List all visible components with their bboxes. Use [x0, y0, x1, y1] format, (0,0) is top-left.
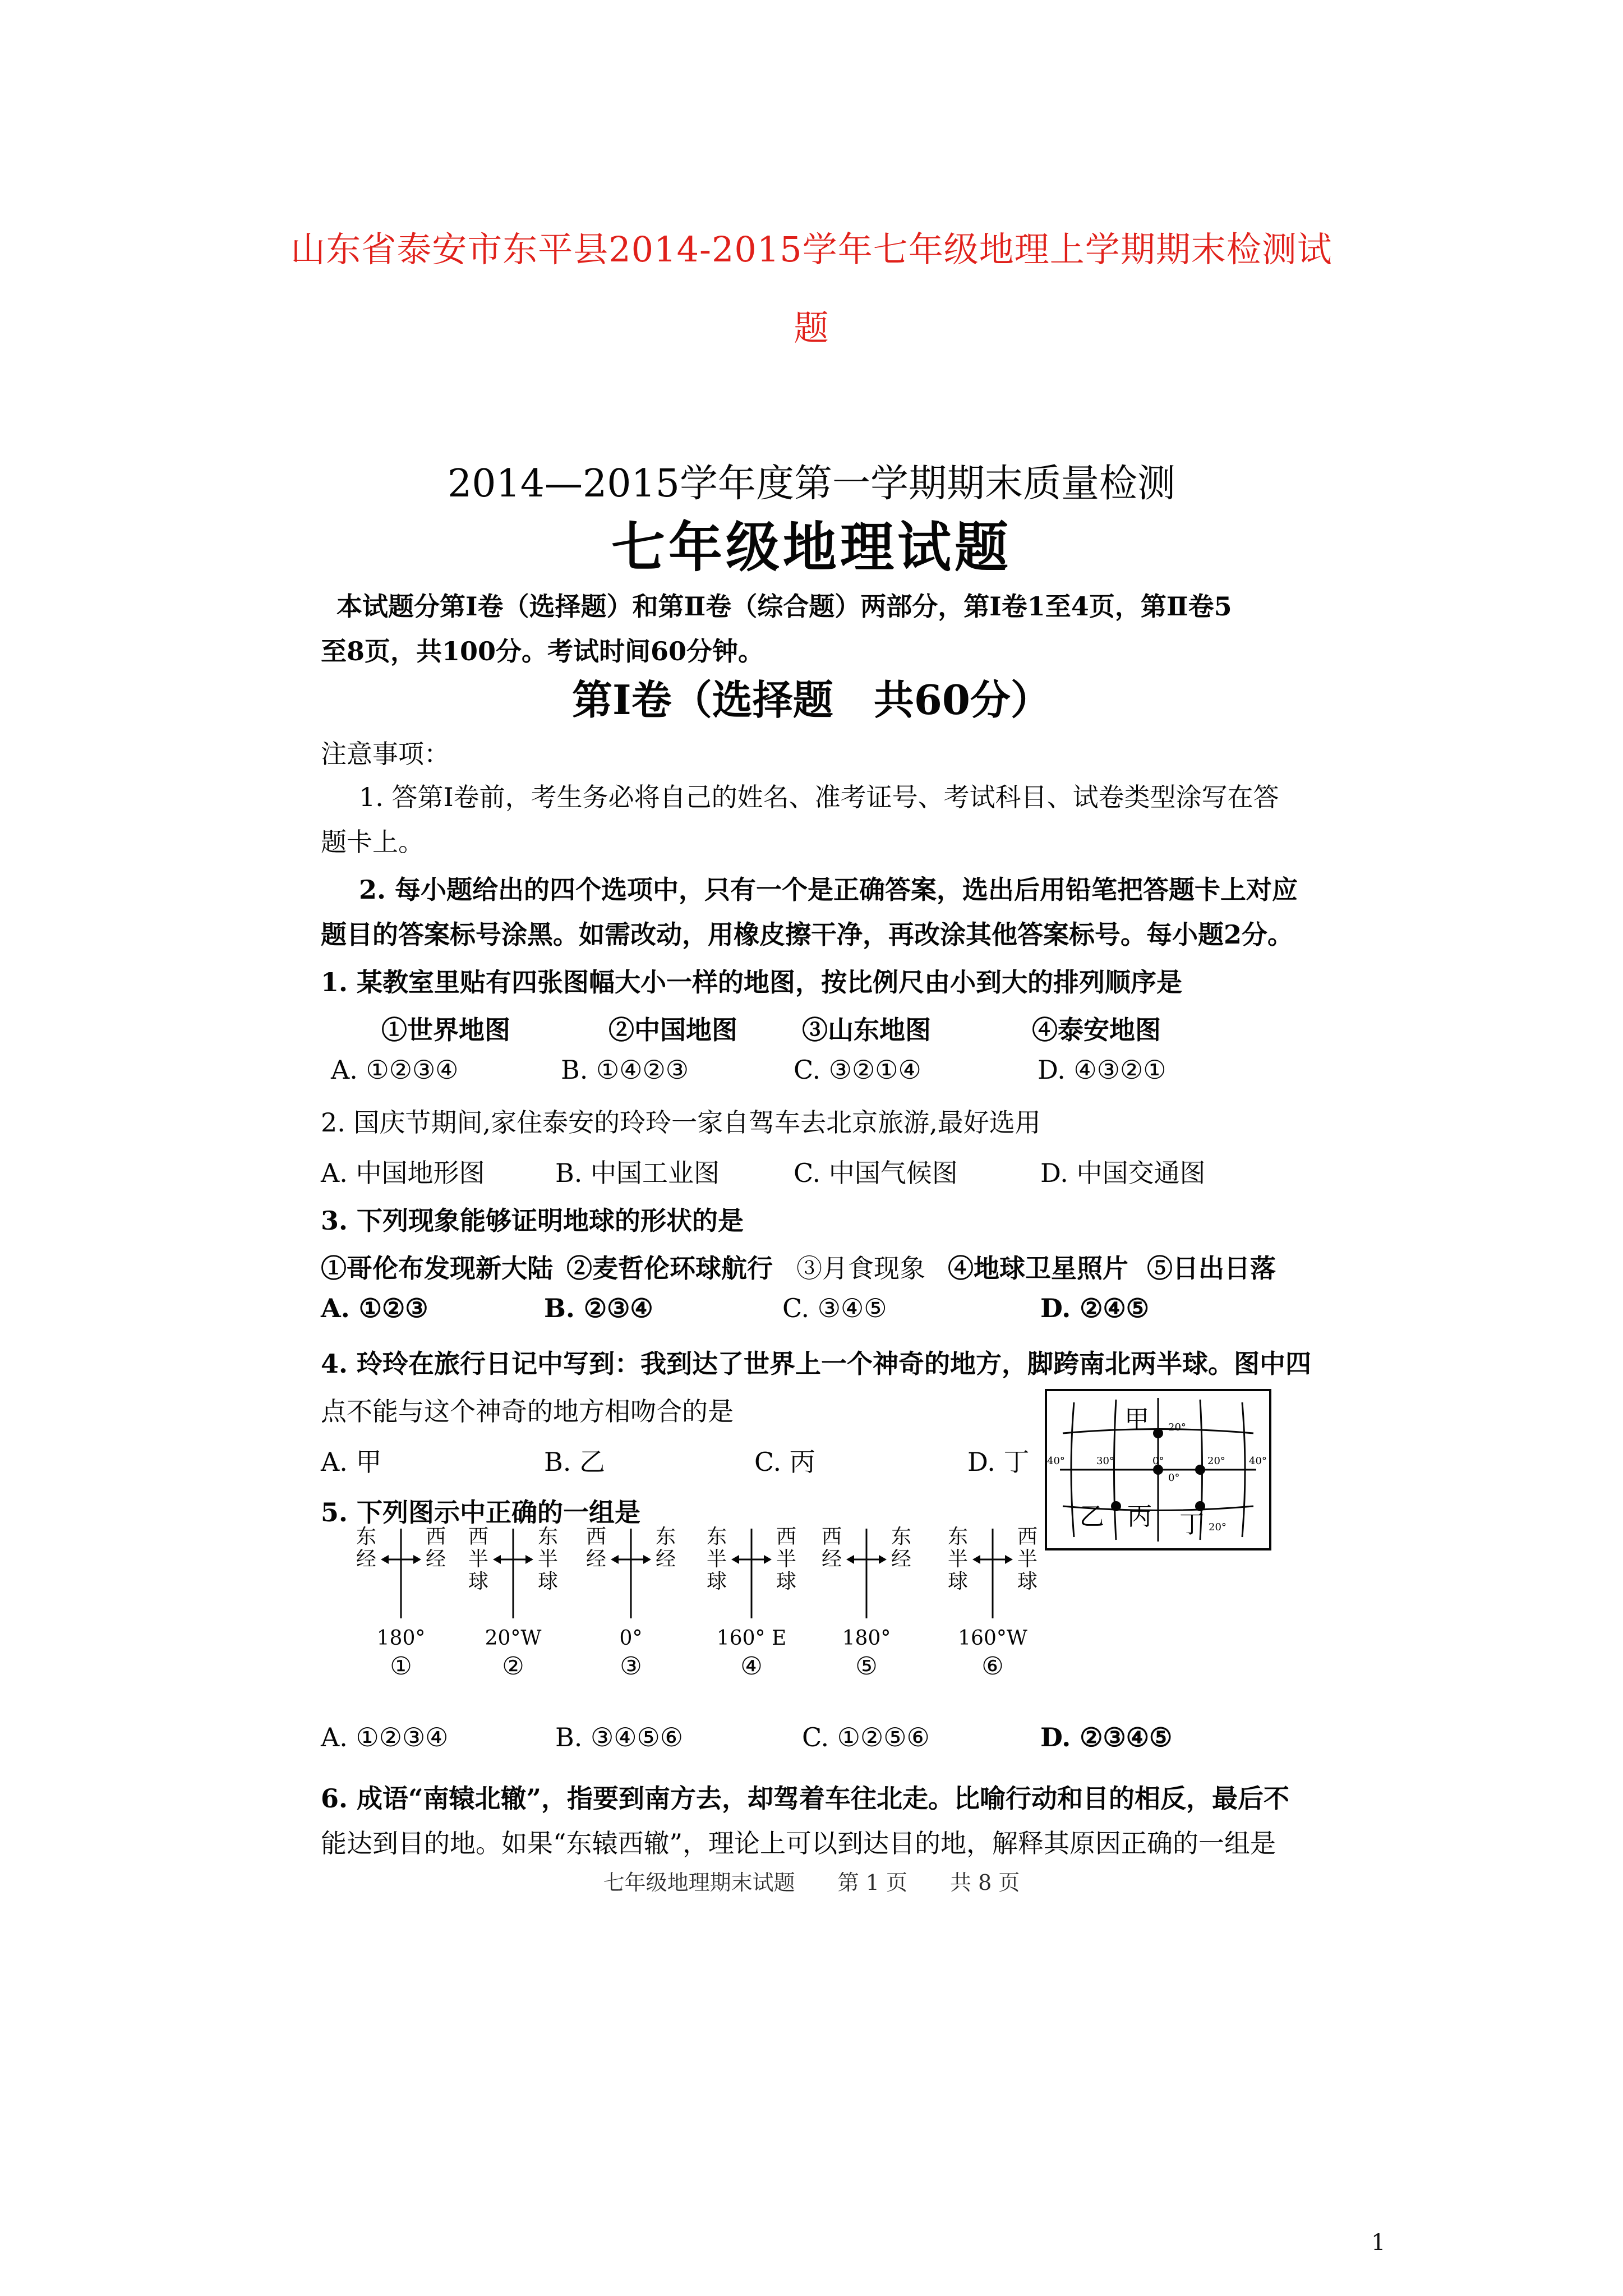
- meridian-arrow-icon: [729, 1526, 774, 1621]
- q5-figure: [822, 1526, 934, 1694]
- exam-title: 七年级地理试题: [611, 516, 1012, 579]
- q5-figure: [586, 1526, 698, 1694]
- q3-item: ①哥伦布发现新大陆: [321, 1253, 553, 1283]
- q4-graticule-map: [1040, 1386, 1276, 1554]
- left-label: 东经: [356, 1525, 377, 1571]
- q4-option-c: C. 丙: [754, 1447, 815, 1477]
- q4-option-a: A. 甲: [321, 1447, 382, 1477]
- meridian-arrow-icon: [844, 1526, 889, 1621]
- q5-stem: 5. 下列图示中正确的一组是: [321, 1497, 641, 1527]
- q3-item: ③月食现象: [796, 1253, 925, 1283]
- document-title-line2: 题: [794, 307, 829, 348]
- notice1-line2: 题卡上。: [321, 827, 424, 857]
- lon-label: 30°: [1096, 1455, 1114, 1467]
- q2-option-d: D. 中国交通图: [1040, 1158, 1206, 1188]
- figure-number: ①: [390, 1652, 412, 1681]
- notice1-line1: 1. 答第Ⅰ卷前，考生务必将自己的姓名、准考证号、考试科目、试卷类型涂写在答: [359, 782, 1279, 812]
- meridian-arrow-icon: [970, 1526, 1015, 1621]
- q1-item: ①世界地图: [381, 1015, 510, 1045]
- q3-stem: 3. 下列现象能够证明地球的形状的是: [321, 1205, 744, 1236]
- figure-number: ⑥: [981, 1652, 1004, 1681]
- q1-option-c: C. ③②①④: [794, 1055, 921, 1085]
- q5-option-b: B. ③④⑤⑥: [555, 1722, 684, 1752]
- q2-option-c: C. 中国气候图: [794, 1158, 958, 1188]
- figure-number: ⑤: [855, 1652, 878, 1681]
- lon-label: 40°: [1249, 1455, 1267, 1467]
- q3-item: ②麦哲伦环球航行: [566, 1253, 773, 1283]
- q5-option-d: D. ②③④⑤: [1040, 1722, 1173, 1752]
- q5-figure: [707, 1526, 819, 1694]
- figure-number: ④: [740, 1652, 763, 1681]
- q4-option-b: B. 乙: [544, 1447, 606, 1477]
- q5-figure: [468, 1526, 580, 1694]
- q4-stem-line1: 4. 玲玲在旅行日记中写到：我到达了世界上一个神奇的地方，脚跨南北两半球。图中四: [321, 1349, 1312, 1379]
- lat-label: 20°: [1168, 1421, 1186, 1433]
- figure-number: ③: [620, 1652, 642, 1681]
- q3-option-b: B. ②③④: [544, 1293, 653, 1323]
- q1-item: ③山东地图: [802, 1015, 931, 1045]
- figure-number: ②: [502, 1652, 524, 1681]
- meridian-arrow-icon: [491, 1526, 536, 1621]
- q1-stem: 1. 某教室里贴有四张图幅大小一样的地图，按比例尺由小到大的排列顺序是: [321, 967, 1183, 997]
- left-label: 西经: [822, 1525, 842, 1571]
- q2-stem: 2. 国庆节期间,家住泰安的玲玲一家自驾车去北京旅游,最好选用: [321, 1107, 1041, 1138]
- q5-figure: [356, 1526, 468, 1694]
- q1-item: ④泰安地图: [1032, 1015, 1161, 1045]
- notice2-line1: 2. 每小题给出的四个选项中，只有一个是正确答案，选出后用铅笔把答题卡上对应: [359, 875, 1298, 905]
- map-label-bing: 丙: [1127, 1502, 1152, 1531]
- right-label: 东半球: [538, 1525, 559, 1593]
- exam-page-footer: 七年级地理期末试题 第 1 页 共 8 页: [603, 1870, 1020, 1895]
- longitude-label: 160° E: [716, 1627, 787, 1650]
- q3-option-d: D. ②④⑤: [1040, 1293, 1149, 1323]
- right-label: 西半球: [776, 1525, 797, 1593]
- document-title-line1: 山东省泰安市东平县2014-2015学年七年级地理上学期期末检测试: [291, 229, 1332, 270]
- q3-item: ④地球卫星照片: [948, 1253, 1128, 1283]
- meridian-arrow-icon: [379, 1526, 423, 1621]
- longitude-label: 180°: [376, 1627, 426, 1650]
- q4-stem-line2: 点不能与这个神奇的地方相吻合的是: [321, 1396, 734, 1427]
- lat-label: 20°: [1209, 1521, 1227, 1533]
- q2-option-b: B. 中国工业图: [555, 1158, 720, 1188]
- notice2-line2: 题目的答案标号涂黑。如需改动，用橡皮擦干净，再改涂其他答案标号。每小题2分。: [321, 919, 1294, 950]
- intro-line1: 本试题分第Ⅰ卷（选择题）和第Ⅱ卷（综合题）两部分，第Ⅰ卷1至4页，第Ⅱ卷5: [336, 591, 1232, 622]
- left-label: 东半球: [948, 1525, 969, 1593]
- longitude-label: 20°W: [485, 1627, 542, 1650]
- map-label-jia: 甲: [1124, 1405, 1149, 1434]
- meridian-arrow-icon: [608, 1526, 653, 1621]
- q6-stem-line1: 6. 成语“南辕北辙”，指要到南方去，却驾着车往北走。比喻行动和目的相反，最后不: [321, 1783, 1289, 1814]
- q4-option-d: D. 丁: [967, 1447, 1030, 1477]
- right-label: 西经: [426, 1525, 446, 1571]
- q5-option-c: C. ①②⑤⑥: [802, 1722, 930, 1752]
- q3-item: ⑤日出日落: [1147, 1253, 1276, 1283]
- lon-label: 40°: [1047, 1455, 1065, 1467]
- map-label-yi: 乙: [1080, 1502, 1104, 1531]
- right-label: 东经: [656, 1525, 676, 1571]
- q1-option-a: A. ①②③④: [331, 1055, 459, 1085]
- section-heading: 第Ⅰ卷（选择题 共60分）: [572, 676, 1051, 724]
- q3-option-a: A. ①②③: [321, 1293, 428, 1323]
- left-label: 西经: [586, 1525, 607, 1571]
- q1-option-d: D. ④③②①: [1038, 1055, 1166, 1085]
- map-label-ding: 丁: [1179, 1510, 1204, 1539]
- page-number: 1: [1371, 2230, 1386, 2256]
- q6-stem-line2: 能达到目的地。如果“东辕西辙”，理论上可以到达目的地，解释其原因正确的一组是: [321, 1828, 1276, 1858]
- q2-option-a: A. 中国地形图: [321, 1158, 485, 1188]
- lon-label: 20°: [1207, 1455, 1225, 1467]
- notice-title: 注意事项：: [321, 739, 450, 769]
- q3-option-c: C. ③④⑤: [782, 1293, 887, 1323]
- left-label: 东半球: [707, 1525, 727, 1593]
- q1-item: ②中国地图: [608, 1015, 737, 1045]
- longitude-label: 160°W: [958, 1627, 1027, 1650]
- q5-figure: [948, 1526, 1060, 1694]
- intro-line2: 至8页，共100分。考试时间60分钟。: [321, 636, 764, 666]
- lat-label: 0°: [1168, 1472, 1180, 1484]
- q5-option-a: A. ①②③④: [321, 1722, 449, 1752]
- longitude-label: 180°: [842, 1627, 891, 1650]
- right-label: 东经: [891, 1525, 912, 1571]
- left-label: 西半球: [468, 1525, 489, 1593]
- longitude-label: 0°: [619, 1627, 643, 1650]
- lon-label: 0°: [1152, 1455, 1164, 1467]
- q1-option-b: B. ①④②③: [561, 1055, 689, 1085]
- right-label: 西半球: [1017, 1525, 1038, 1593]
- exam-header: 2014—2015学年度第一学期期末质量检测: [447, 462, 1176, 506]
